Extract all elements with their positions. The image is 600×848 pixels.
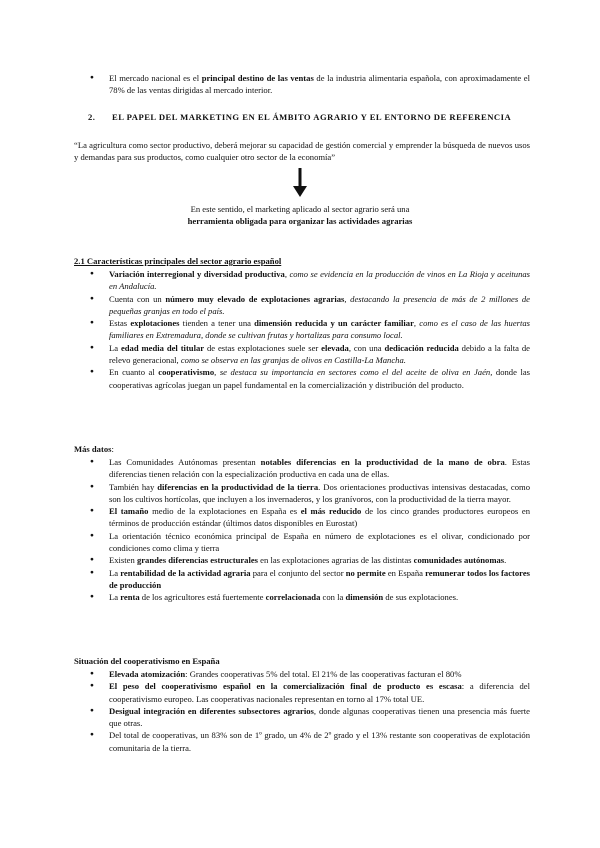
list-item: ● Desigual integración en diferentes subsectores agrarios, donde algunas cooperativas tienen una presencia más fuerte que otras. <box>74 705 530 730</box>
list-item: ● La edad media del titular de estas explotaciones suele ser elevada, con una dedicación reducida debido a la falta de relevo generacional, como se observa en las granjas de olivos en Castilla-La Mancha. <box>74 342 530 367</box>
characteristics-list <box>74 268 530 391</box>
list-item: ● Las Comunidades Autónomas presentan notables diferencias en la productividad de la mano de obra. Estas diferencias tienen relación con la especialización productiva en cada una de ellas. <box>74 456 530 481</box>
list-item: ● También hay diferencias en la productividad de la tierra. Dos orientaciones productivas intensivas destacadas, como son los cultivos hortícolas, que incluyen a los invernaderos, y los granívoros, con la productividad de la tierra mayor. <box>74 481 530 506</box>
arrow-down-icon <box>290 168 310 198</box>
subsection-heading: 2.1 Características principales del sector agrario español <box>74 256 282 266</box>
list-item: ● Estas explotaciones tienden a tener una dimensión reducida y un carácter familiar, como es el caso de las huertas familiares en Extremadura, donde se cultivan frutas y hortalizas para consumo local. <box>74 317 530 342</box>
intro-list <box>74 72 530 97</box>
list-item: ● Variación interregional y diversidad productiva, como se evidencia en la producción de vinos en La Rioja y aceitunas en Andalucía. <box>74 268 530 293</box>
conclusion-line: En este sentido, el marketing aplicado al sector agrario será una <box>190 204 410 214</box>
list-item: ● El tamaño medio de la explotaciones en España es el más reducido de los cinco grandes productores europeos en términos de producción estándar (últimos datos disponibles en Eurostat) <box>74 505 530 530</box>
list-item: ● Del total de cooperativas, un 83% son de 1º grado, un 4% de 2º grado y el 13% restante son cooperativas de explotación comunitaria de la tierra. <box>74 729 530 754</box>
cooperativismo-list <box>74 668 530 754</box>
conclusion <box>100 203 500 228</box>
section-number: 2. <box>88 112 96 122</box>
quote: “La agricultura como sector productivo, deberá mejorar su capacidad de gestión comercial y emprender la búsqueda de nuevos usos y demandas para sus productos, como cualquier otro sector de la economía” <box>74 140 530 163</box>
list-item: ● Elevada atomización: Grandes cooperativas 5% del total. El 21% de las cooperativas facturan el 80% <box>74 668 530 680</box>
list-item: ● Cuenta con un número muy elevado de explotaciones agrarias, destacando la presencia de más de 2 millones de pequeñas granjas en todo el país. <box>74 293 530 318</box>
list-item: ● El peso del cooperativismo español en la comercialización final de producto es escasa: a diferencia del cooperativismo europeo. Las cooperativas nacionales representan en torno al 17% total UE. <box>74 680 530 705</box>
section-title: EL PAPEL DEL MARKETING EN EL ÁMBITO AGRARIO Y EL ENTORNO DE REFERENCIA <box>112 112 512 122</box>
conclusion-line-bold: herramienta obligada para organizar las actividades agrarias <box>187 216 413 227</box>
mas-datos-list <box>74 456 530 604</box>
list-item: ● La renta de los agricultores está fuertemente correlacionada con la dimensión de sus explotaciones. <box>74 591 530 603</box>
list-item: ● El mercado nacional es el principal destino de las ventas de la industria alimentaria española, con aproximadamente el 78% de las ventas dirigidas al mercado interior. <box>74 72 530 97</box>
list-item: ● La orientación técnico económica principal de España en número de explotaciones es el olivar, condicionado por condiciones como clima y tierra <box>74 530 530 555</box>
cooperativismo-heading: Situación del cooperativismo en España <box>74 656 220 666</box>
list-item: ● En cuanto al cooperativismo, se destaca su importancia en sectores como el del aceite de oliva en Jaén, donde las cooperativas agrícolas juegan un papel fundamental en la comercialización y distribución del producto. <box>74 366 530 391</box>
mas-datos-heading: Más datos: <box>74 444 114 454</box>
list-item: ● La rentabilidad de la actividad agraria para el conjunto del sector no permite en España remunerar todos los factores de producción <box>74 567 530 592</box>
list-item: ● Existen grandes diferencias estructurales en las explotaciones agrarias de las distintas comunidades autónomas. <box>74 554 530 566</box>
section-2-heading <box>74 111 530 123</box>
